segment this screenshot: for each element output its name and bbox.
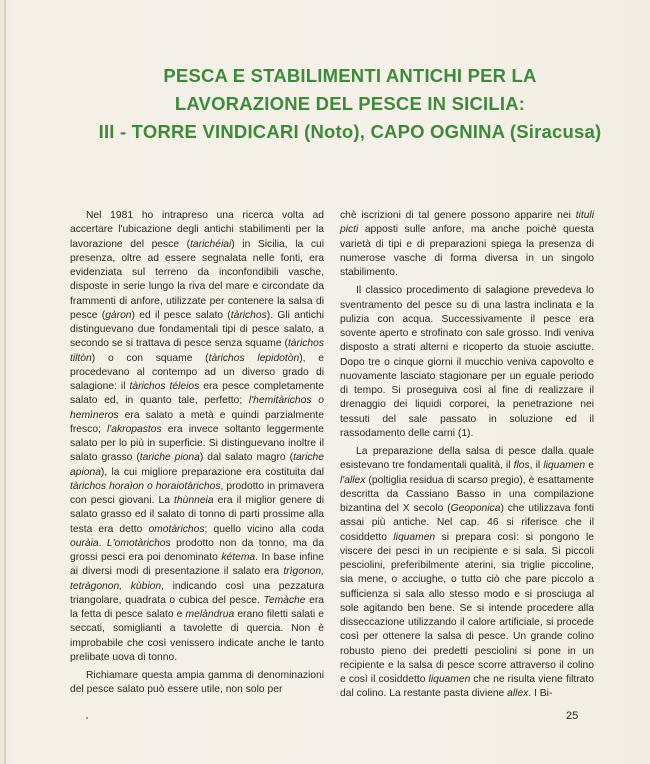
right-column: [340, 209, 594, 702]
left-paragraph-2: Richiamare questa ampia gamma di denominazioni del pesce salato può essere utile, non solo per: [70, 670, 324, 696]
page-spine: [4, 0, 6, 764]
right-paragraph-1: chè iscrizioni di tal genere possono apparire nei tituli picti apposti sulle anfore, ma anche poichè questa varietà di tipi e di preparazioni spiega la presenza di numerose vasche di forma diversa in un singolo stabilimento.: [340, 210, 594, 278]
left-paragraph-1: Nel 1981 ho intrapreso una ricerca volta ad accertare l'ubicazione degli antichi stabilimenti per la lavorazione del pesce (tarichéiai) in Sicilia, la cui presenza, oltre ad essere segnalata nelle fonti, era evidenziata sul terreno da inconfondibili vasche, disposte in serie lungo la riva del mare e circondate da frammenti di anfore, utilizzate per contenere la salsa di pesce (gàron) ed il pesce salato (tàrichos). Gli antichi distinguevano due fondamentali tipi di pesce salato, a secondo se si trattava di pesce senza squame (tàrichos tiltòn) o con squame (tàrichos lepidotòn), e procedevano al contempo ad un diverso grado di salagione: il tàrichos téleios era pesce completamente salato ed, in quanto tale, perfetto; l'hemitàrichos o hemìneros era salato a metà e quindi parzialmente fresco; l'akropastos era invece soltanto leggermente salato per lo più in superficie. Si distinguevano inoltre il salato grasso (tariche piona) dal salato magro (tariche apiona), la cui migliore preparazione era costituita dal tàrichos horaìon o horaiotàrichos, prodotto in primavera con pesci giovani. La thùnneia era il miglior genere di salato grasso ed il salato di tonno di parti prossime alla testa era detto omotàrichos; quello vicino alla coda ouràia. L'omotàrichos prodotto non da tonno, ma da grossi pesci era poi denominato kétema. In base infine ai diversi modi di presentazione il salato era trìgonon, tetràgonon, kùbion, indicando così una pezzatura triangolare, quadrata o cubica del pesce. Temàche era la fetta di pesce salato e melàndrua erano filetti salati e seccati, somiglianti a tavolette di quercia. Non è improbabile che così venissero indicate anche le tanto prelibate uova di tonno.: [70, 210, 324, 663]
article-title: [70, 62, 630, 146]
title-line-2: LAVORAZIONE DEL PESCE IN SICILIA:: [174, 93, 526, 114]
right-paragraph-3: La preparazione della salsa di pesce dalla quale esistevano tre fondamentali qualità, il flos, il liquamen e l'allex (poltiglia residua di scarso pregio), è esattamente descritta da Cassiano Basso in una compilazione bizantina del X secolo (Geoponica) che utilizzava fonti assai più antiche. Nel cap. 46 si riferisce che il cosiddetto liquamen si prepara così: si pongono le viscere dei pesci in un recipiente e si sala. Si piccoli pesciolini, preferibilmente aterini, sia triglie piccoline, sia mene, o acciughe, o tutto ciò che pare piccolo a sufficienza si sala allo stesso modo e si prosciuga al sole agitando ben bene. Se si intende procedere alla disseccazione utilizzando il calore artificiale, si procede così per ottenere la salsa di pesce. Un grande colino robusto pieno dei predetti pesciolini si pone in un recipiente e la salsa di pesce scorre attraverso il colino e così il cosiddetto liquamen che ne risulta viene filtrato dal colino. La restante pasta diviene allex. I Bi-: [340, 446, 594, 700]
title-line-3: III - TORRE VINDICARI (Noto), CAPO OGNINA (Siracusa): [98, 121, 602, 142]
title-line-1: PESCA E STABILIMENTI ANTICHI PER LA: [163, 65, 537, 86]
left-column: [70, 209, 324, 698]
stray-mark: [86, 717, 88, 719]
page-number: 25: [566, 710, 579, 722]
right-paragraph-2: Il classico procedimento di salagione prevedeva lo sventramento del pesce su di una lastra inclinata e la pulizia con acqua. Successivamente il pesce era sovente aperto e strofinato con sale grosso. Indi veniva disposto a strati alterni e ricoperto da stuoie asciutte. Dopo tre o cinque giorni il mucchio veniva capovolto e nuovamente lasciato stagionare per un eguale periodo di tempo. Si proseguiva così al fine di realizzare il drenaggio dei liquidi corporei, la penetrazione nei tessuti del sale passato in soluzione ed il rassodamento delle carni (1).: [340, 285, 594, 439]
